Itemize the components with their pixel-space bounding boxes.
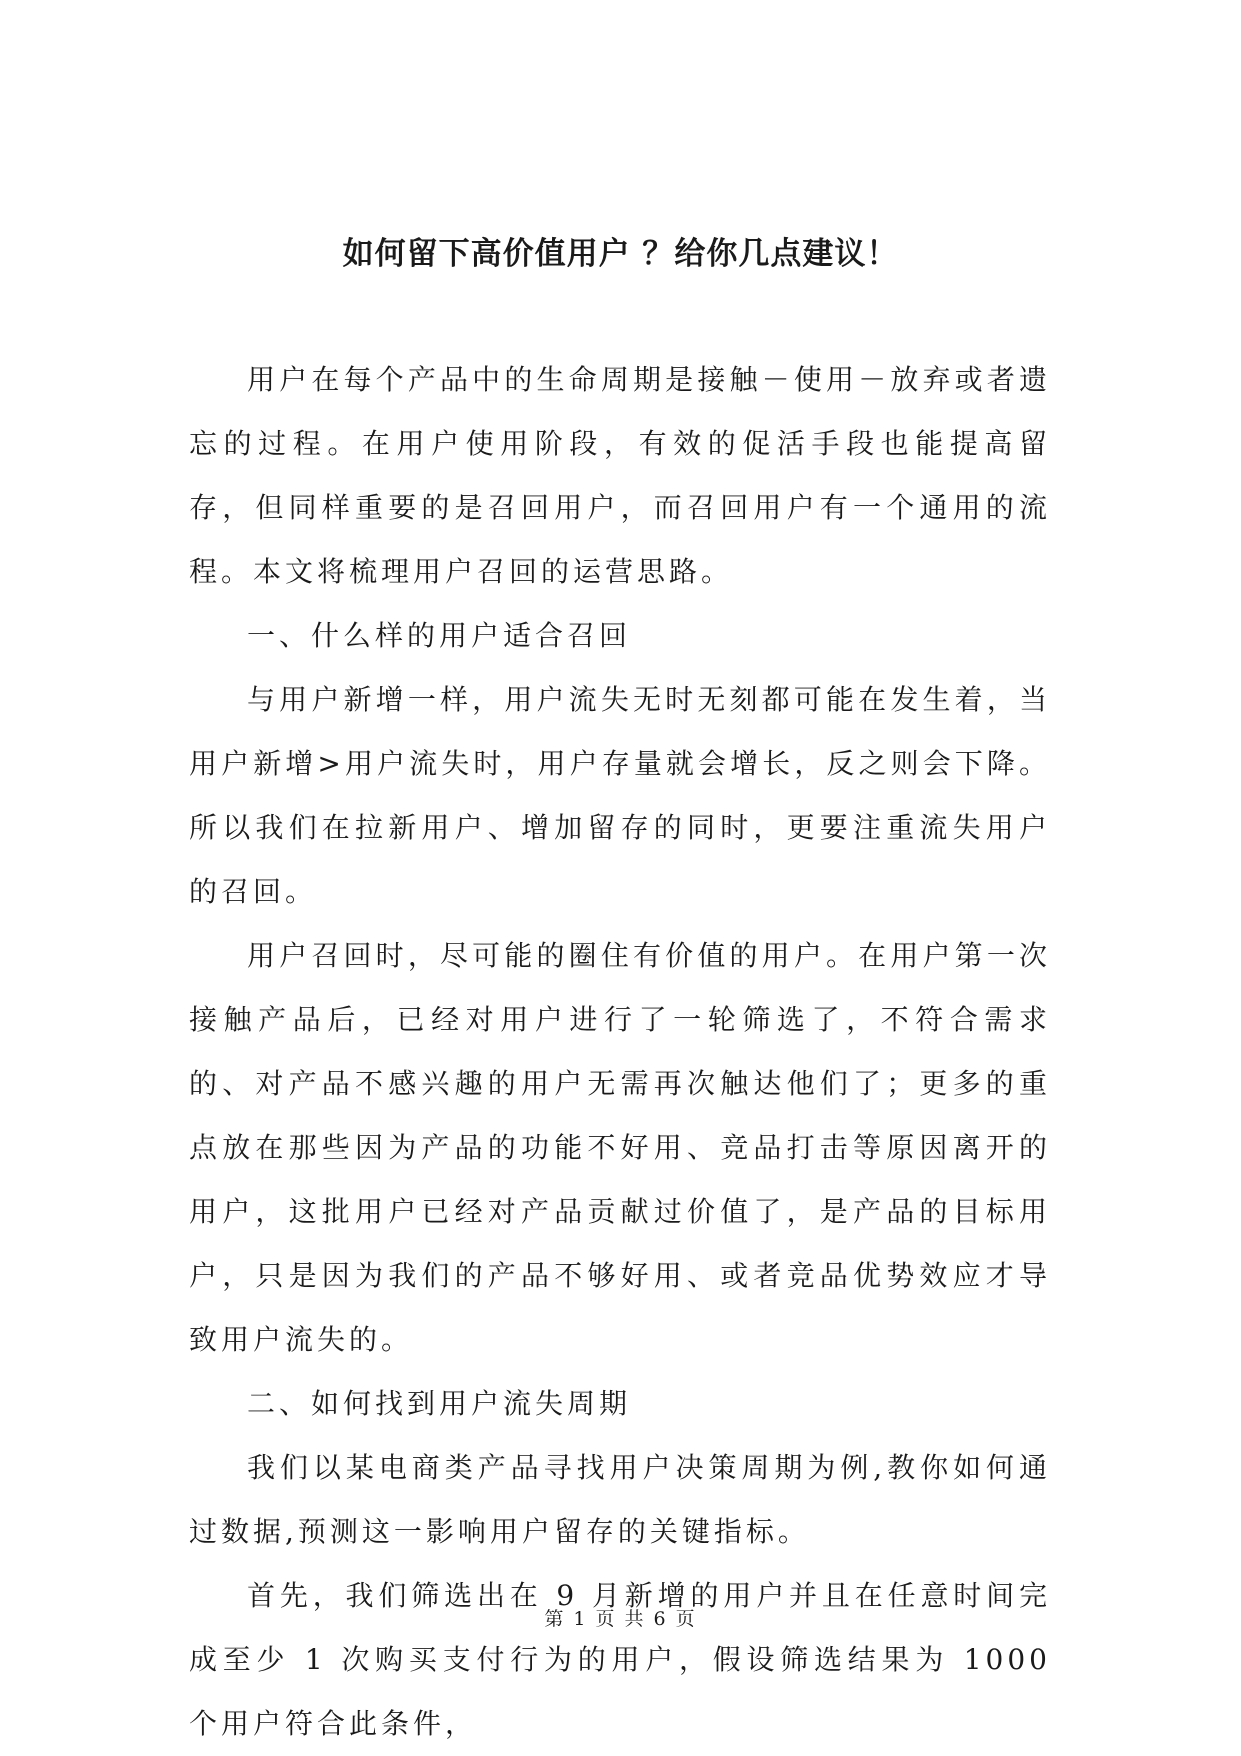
- paragraph-intro: 用户在每个产品中的生命周期是接触－使用－放弃或者遗忘的过程。在用户使用阶段，有效的促活手段也能提高留存，但同样重要的是召回用户，而召回用户有一个通用的流程。本文将梳理用户召回的运营思路。: [189, 363, 1051, 588]
- document-body: [189, 348, 1051, 1756]
- document-title: 如何留下高价值用户 ？给你几点建议！: [342, 236, 899, 272]
- paragraph: 我们以某电商类产品寻找用户决策周期为例,教你如何通过数据,预测这一影响用户留存的关键指标。: [189, 1451, 1051, 1548]
- section-heading-2: 二、如何找到用户流失周期: [247, 1387, 632, 1420]
- page-footer: 第 1 页 共 6 页: [544, 1608, 697, 1630]
- section-heading-1: 一、什么样的用户适合召回: [247, 619, 632, 652]
- paragraph: 与用户新增一样，用户流失无时无刻都可能在发生着，当用户新增>用户流失时，用户存量就会增长，反之则会下降。所以我们在拉新用户、增加留存的同时，更要注重流失用户的召回。: [189, 683, 1051, 908]
- paragraph: 首先，我们筛选出在 9 月新增的用户并且在任意时间完成至少 1 次购买支付行为的用户，假设筛选结果为 1000 个用户符合此条件，: [189, 1579, 1051, 1740]
- paragraph: 用户召回时，尽可能的圈住有价值的用户。在用户第一次接触产品后，已经对用户进行了一轮筛选了，不符合需求的、对产品不感兴趣的用户无需再次触达他们了；更多的重点放在那些因为产品的功能不好用、竞品打击等原因离开的用户，这批用户已经对产品贡献过价值了，是产品的目标用户，只是因为我们的产品不够好用、或者竞品优势效应才导致用户流失的。: [189, 939, 1051, 1356]
